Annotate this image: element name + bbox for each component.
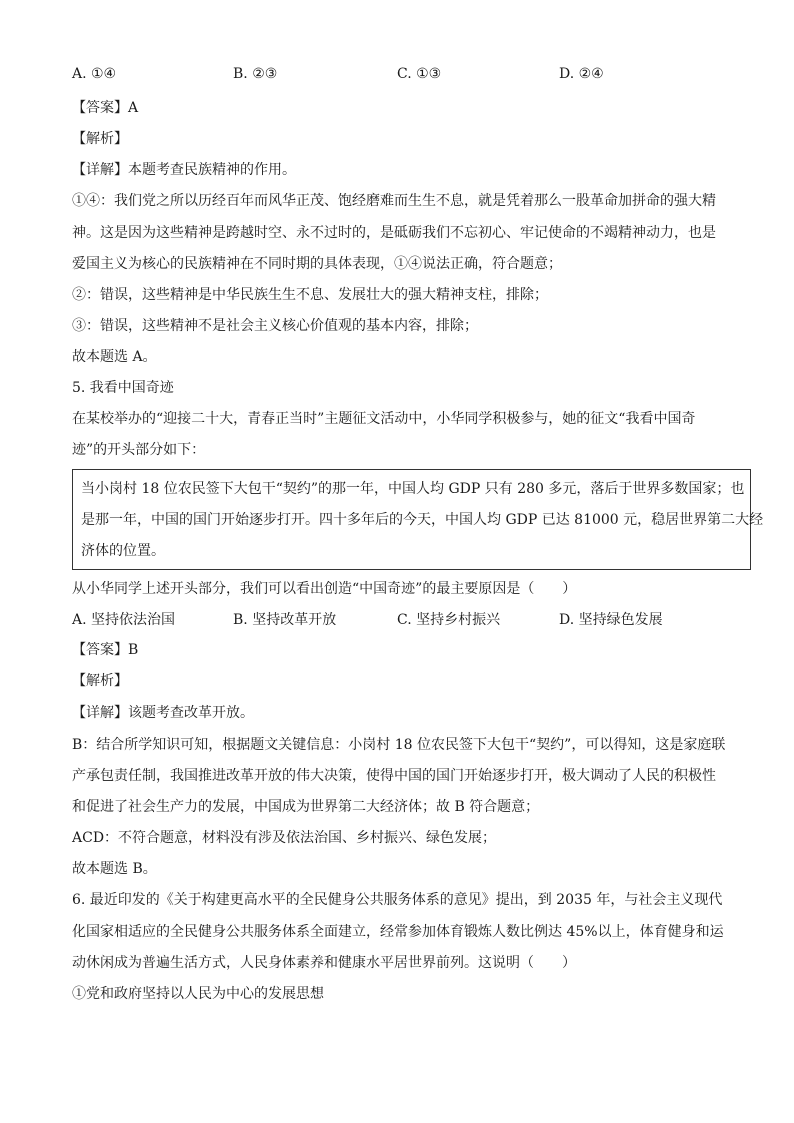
q4-line-4: ②：错误，这些精神是中华民族生生不息、发展壮大的强大精神支柱，排除； <box>72 287 548 303</box>
q4-line-1: ①④：我们党之所以历经百年而风华正茂、饱经磨难而生生不息，就是凭着那么一股革命加拼命的强大精 <box>72 193 716 209</box>
q5-analysis-label: 【解析】 <box>72 673 128 689</box>
q5-line-4: ACD：不符合题意，材料没有涉及依法治国、乡村振兴、绿色发展； <box>72 830 497 846</box>
q4-line-5: ③：错误，这些精神不是社会主义核心价值观的基本内容，排除； <box>72 318 478 334</box>
q4-detail: 【详解】本题考查民族精神的作用。 <box>72 162 296 178</box>
q5-option-c: C. 坚持乡村振兴 <box>397 612 501 628</box>
q6-line-2: 化国家相适应的全民健身公共服务体系全面建立，经常参加体育锻炼人数比例达 45%以上，体育健身和运 <box>72 924 724 940</box>
q5-line-1: B：结合所学知识可知，根据题文关键信息：小岗村 18 位农民签下大包干“契约”，可以得知，这是家庭联 <box>72 737 726 753</box>
q5-intro-1: 在某校举办的“迎接二十大，青春正当时”主题征文活动中，小华同学积极参与，她的征文“我看中国奇 <box>72 411 696 427</box>
q4-line-6: 故本题选 A。 <box>72 349 157 365</box>
q5-option-a: A. 坚持依法治国 <box>72 612 176 628</box>
q4-line-3: 爱国主义为核心的民族精神在不同时期的具体表现，①④说法正确，符合题意； <box>72 256 562 272</box>
q5-line-2: 产承包责任制，我国推进改革开放的伟大决策，使得中国的国门开始逐步打开，极大调动了人民的积极性 <box>72 768 716 784</box>
q5-option-d: D. 坚持绿色发展 <box>559 612 663 628</box>
q4-answer: 【答案】A <box>72 100 139 116</box>
q4-option-a: A. ①④ <box>72 66 117 82</box>
q5-option-b: B. 坚持改革开放 <box>233 612 337 628</box>
q5-line-3: 和促进了社会生产力的发展，中国成为世界第二大经济体；故 B 符合题意； <box>72 799 540 815</box>
q4-option-c: C. ①③ <box>397 66 442 82</box>
q4-option-d: D. ②④ <box>559 66 604 82</box>
q5-detail: 【详解】该题考查改革开放。 <box>72 705 254 721</box>
q5-intro-2: 迹”的开头部分如下： <box>72 442 206 458</box>
q5-quote-box <box>72 469 764 570</box>
q6-line-3: 动休闲成为普遍生活方式，人民身体素养和健康水平居世界前列。这说明（ ） <box>72 955 576 971</box>
q5-question: 从小华同学上述开头部分，我们可以看出创造“中国奇迹”的最主要原因是（ ） <box>72 581 577 597</box>
q6-line-1: 6. 最近印发的《关于构建更高水平的全民健身公共服务体系的意见》提出，到 2035 年，与社会主义现代 <box>72 892 723 908</box>
q5-box-line-3: 济体的位置。 <box>81 543 165 559</box>
q5-line-5: 故本题选 B。 <box>72 861 157 877</box>
q5-box-line-1: 当小岗村 18 位农民签下大包干“契约”的那一年，中国人均 GDP 只有 280 多元，落后于世界多数国家；也 <box>81 481 745 497</box>
q6-line-4: ①党和政府坚持以人民为中心的发展思想 <box>72 986 324 1002</box>
q4-options <box>72 66 752 86</box>
q5-box-line-2: 是那一年，中国的国门开始逐步打开。四十多年后的今天，中国人均 GDP 已达 81000 元，稳居世界第二大经 <box>81 512 764 528</box>
q5-answer: 【答案】B <box>72 642 139 658</box>
q4-option-b: B. ②③ <box>233 66 278 82</box>
q5-options <box>72 609 752 629</box>
q4-line-2: 神。这是因为这些精神是跨越时空、永不过时的，是砥砺我们不忘初心、牢记使命的不竭精神动力，也是 <box>72 225 716 241</box>
q5-title: 5. 我看中国奇迹 <box>72 380 174 396</box>
q4-analysis-label: 【解析】 <box>72 131 128 147</box>
